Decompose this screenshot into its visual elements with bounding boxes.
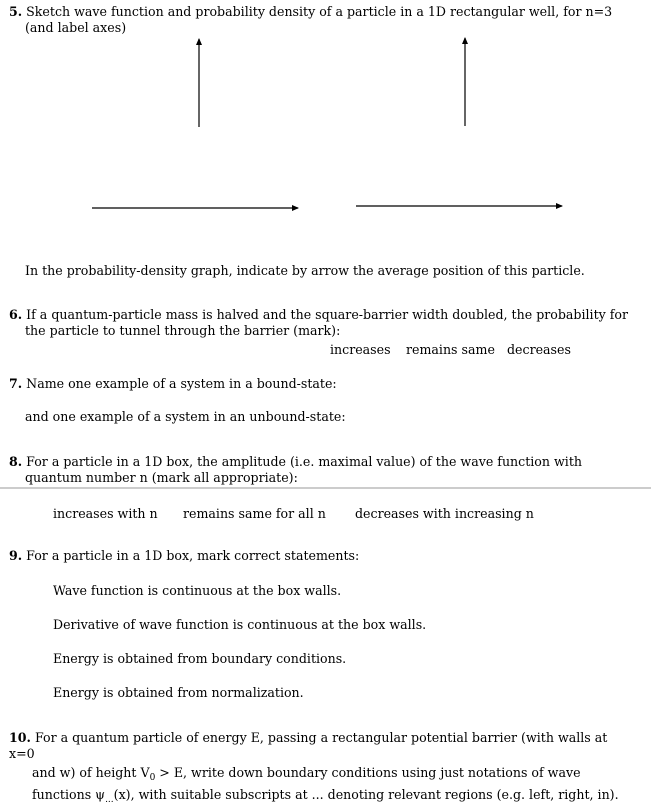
q9-statement-derivative-continuous[interactable]: Derivative of wave function is continuous at the box walls. bbox=[53, 617, 427, 632]
q6-option-decreases[interactable]: decreases bbox=[507, 342, 571, 357]
q9-number: 9. bbox=[9, 548, 23, 563]
q7-text: Name one example of a system in a bound-state: bbox=[26, 376, 337, 391]
q10-line2-b: > E, write down boundary conditions using just notations of wave bbox=[155, 765, 581, 780]
q6-text: If a quantum-particle mass is halved and the square-barrier width doubled, the probability for bbox=[26, 307, 629, 322]
q6-number: 6. bbox=[9, 307, 23, 322]
q10-text: For a quantum particle of energy E, passing a rectangular potential barrier (with walls at bbox=[34, 730, 608, 745]
q8-option-increases[interactable]: increases with n bbox=[53, 506, 158, 521]
q9-text: For a particle in a 1D box, mark correct statements: bbox=[26, 548, 360, 563]
q10-v0-subscript: 0 bbox=[149, 773, 156, 783]
q6-prompt bbox=[9, 309, 628, 322]
q10-text-x0: x=0 bbox=[9, 746, 35, 761]
q10-line3-b: (x), with suitable subscripts at ... denoting relevant regions (e.g. left, right, in). bbox=[113, 787, 619, 802]
q6-text-cont: the particle to tunnel through the barrier (mark): bbox=[25, 323, 341, 338]
q6-option-increases[interactable]: increases bbox=[330, 342, 391, 357]
q10-line2 bbox=[32, 765, 581, 783]
q10-psi-subscript: ... bbox=[105, 795, 114, 805]
q10-prompt bbox=[9, 732, 607, 745]
q8-text-cont: quantum number n (mark all appropriate): bbox=[25, 470, 298, 485]
q6-option-remains-same[interactable]: remains same bbox=[406, 342, 495, 357]
q8-prompt bbox=[9, 456, 582, 469]
q5-text: Sketch wave function and probability density of a particle in a 1D rectangular well, for n=3 bbox=[26, 4, 613, 19]
q7-text-cont: and one example of a system in an unbound-state: bbox=[25, 409, 346, 424]
q8-option-decreases[interactable]: decreases with increasing n bbox=[355, 506, 534, 521]
q7-prompt bbox=[9, 378, 337, 391]
q9-statement-wave-continuous[interactable]: Wave function is continuous at the box walls. bbox=[53, 583, 342, 598]
q9-statement-energy-boundary[interactable]: Energy is obtained from boundary conditions. bbox=[53, 651, 347, 666]
q8-number: 8. bbox=[9, 454, 23, 469]
q8-option-remains-same[interactable]: remains same for all n bbox=[183, 506, 326, 521]
q5-number: 5. bbox=[9, 4, 23, 19]
q8-text: For a particle in a 1D box, the amplitude (i.e. maximal value) of the wave function with bbox=[26, 454, 582, 469]
q10-number: 10. bbox=[9, 730, 31, 745]
q5-note: In the probability-density graph, indicate by arrow the average position of this particle. bbox=[25, 263, 585, 278]
q7-number: 7. bbox=[9, 376, 23, 391]
q9-statement-energy-normalization[interactable]: Energy is obtained from normalization. bbox=[53, 685, 304, 700]
q9-prompt bbox=[9, 550, 359, 563]
q5-text-cont: (and label axes) bbox=[25, 20, 127, 35]
q10-line2-a: and w) of height V bbox=[32, 765, 150, 780]
q5-prompt bbox=[9, 6, 612, 19]
q10-line3 bbox=[32, 787, 619, 805]
q10-line3-a: functions ψ bbox=[32, 787, 106, 802]
